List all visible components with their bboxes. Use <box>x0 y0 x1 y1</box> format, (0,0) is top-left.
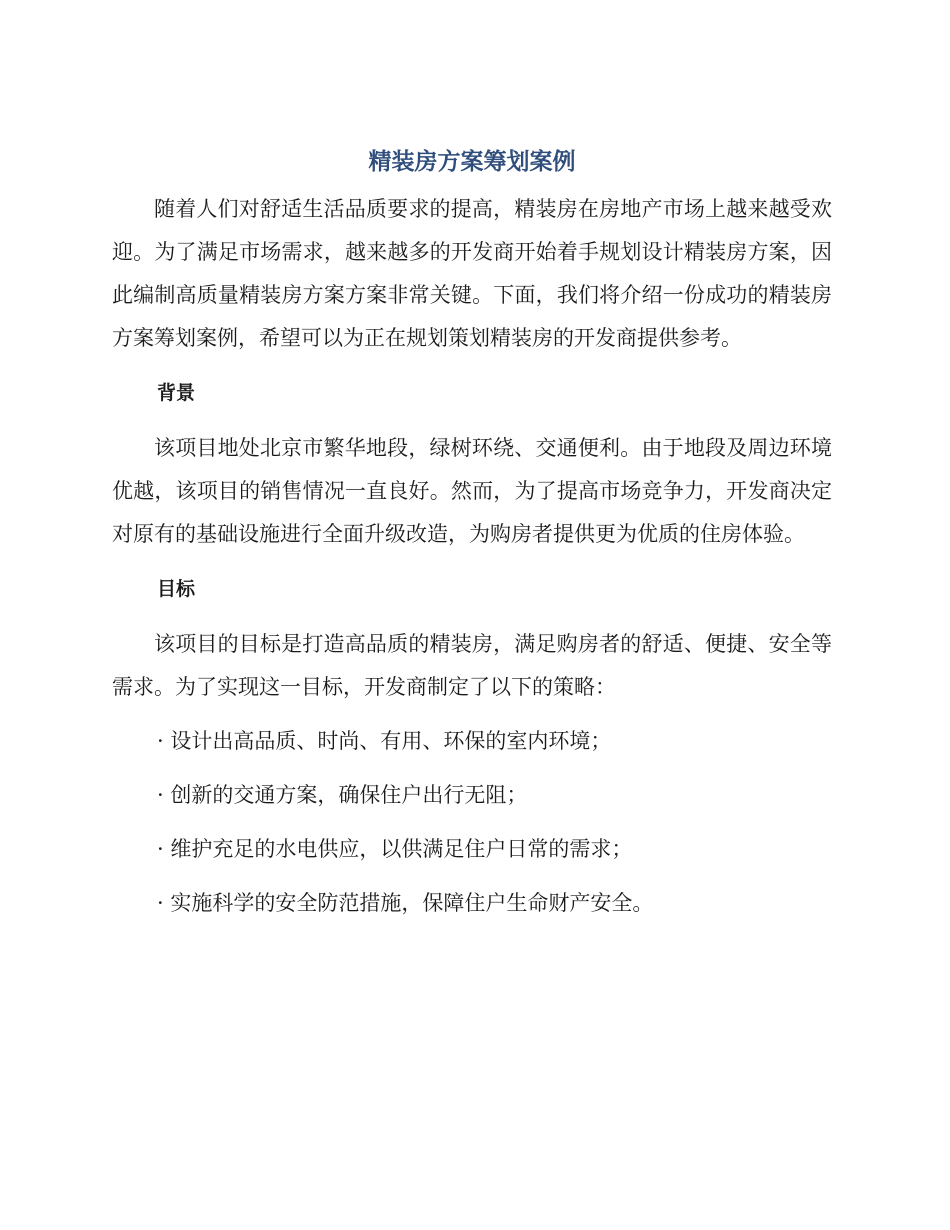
section-body-background: 该项目地处北京市繁华地段，绿树环绕、交通便利。由于地段及周边环境优越，该项目的销售情况一直良好。然而，为了提高市场竞争力，开发商决定对原有的基础设施进行全面升级改造，为购房者提供更为优质的住房体验。 <box>112 436 832 546</box>
strategy-list-item: · 实施科学的安全防范措施，保障住户生命财产安全。 <box>157 891 654 915</box>
spacer <box>112 360 832 372</box>
document-page <box>112 142 832 925</box>
strategy-list-item: · 维护充足的水电供应，以供满足住户日常的需求； <box>157 837 633 861</box>
spacer <box>112 611 832 623</box>
intro-paragraph: 随着人们对舒适生活品质要求的提高，精装房在房地产市场上越来越受欢迎。为了满足市场需求，越来越多的开发商开始着手规划设计精装房方案，因此编制高质量精装房方案方案非常关键。下面，我们将介绍一份成功的精装房方案筹划案例，希望可以为正在规划策划精装房的开发商提供参考。 <box>112 197 832 350</box>
section-body-goal: 该项目的目标是打造高品质的精装房，满足购房者的舒适、便捷、安全等需求。为了实现这一目标，开发商制定了以下的策略： <box>112 632 832 699</box>
spacer <box>112 556 832 568</box>
strategy-list-item: · 创新的交通方案，确保住户出行无阻； <box>157 783 528 807</box>
spacer <box>112 817 832 828</box>
section-heading-goal: 目标 <box>157 578 196 600</box>
document-title: 精装房方案筹划案例 <box>368 149 576 175</box>
section-heading-background: 背景 <box>157 382 196 404</box>
spacer <box>112 415 832 427</box>
spacer <box>112 871 832 882</box>
spacer <box>112 763 832 774</box>
spacer <box>112 709 832 720</box>
strategy-list-item: · 设计出高品质、时尚、有用、环保的室内环境； <box>157 729 612 753</box>
